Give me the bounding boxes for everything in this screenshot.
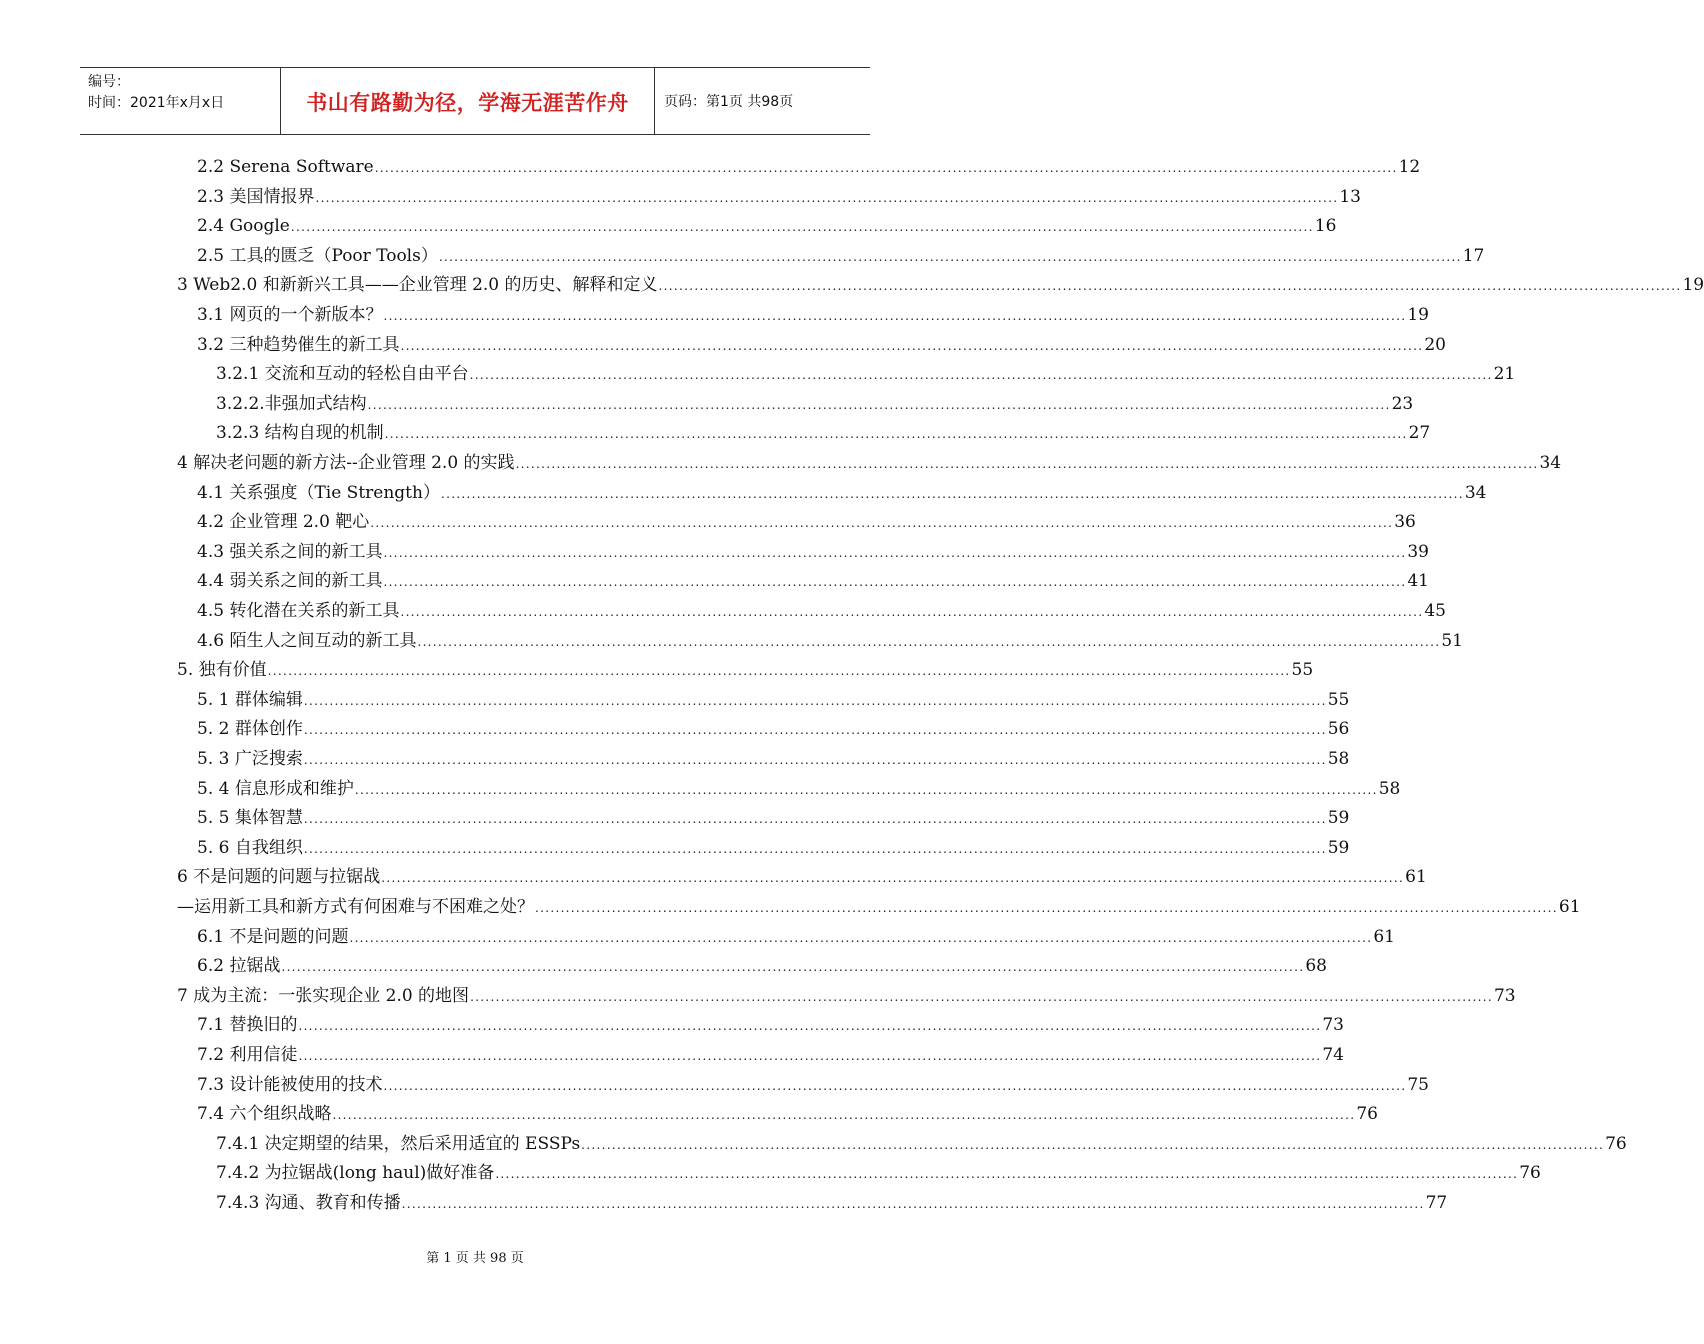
toc-entry-title: 7.1 替换旧的 — [197, 1015, 298, 1035]
toc-entry[interactable] — [197, 689, 1350, 711]
toc-leader-dots: ........................................................................................................................................................................................................ — [400, 605, 1424, 619]
toc-entry-page: 20 — [1424, 335, 1446, 355]
toc-entry[interactable] — [197, 837, 1350, 859]
toc-entry-title: 6.1 不是问题的问题 — [197, 927, 349, 947]
toc-entry[interactable] — [216, 422, 1431, 444]
toc-leader-dots: ........................................................................................................................................................................................................ — [440, 487, 1464, 501]
toc-entry[interactable] — [197, 1074, 1429, 1096]
toc-entry[interactable] — [197, 748, 1350, 770]
toc-entry[interactable] — [197, 541, 1429, 563]
toc-entry[interactable] — [177, 659, 1314, 681]
toc-leader-dots: ........................................................................................................................................................................................................ — [332, 1108, 1356, 1122]
page-info-cell — [655, 68, 870, 134]
toc-entry-title: 4.4 弱关系之间的新工具 — [197, 571, 383, 591]
toc-entry-page: 74 — [1322, 1045, 1344, 1065]
toc-entry[interactable] — [197, 807, 1350, 829]
toc-entry[interactable] — [216, 1192, 1448, 1214]
toc-entry-page: 12 — [1398, 157, 1421, 177]
toc-leader-dots: ........................................................................................................................................................................................................ — [303, 812, 1327, 826]
toc-entry-page: 41 — [1407, 571, 1429, 591]
toc-entry-page: 34 — [1464, 483, 1487, 503]
toc-entry-page: 13 — [1339, 187, 1361, 207]
toc-entry-page: 27 — [1408, 423, 1431, 443]
toc-entry-page: 61 — [1373, 927, 1395, 947]
toc-entry-page: 59 — [1327, 808, 1350, 828]
toc-entry[interactable] — [197, 482, 1487, 504]
toc-entry-page: 21 — [1493, 364, 1516, 384]
toc-entry-title: 4.2 企业管理 2.0 靶心 — [197, 512, 370, 532]
toc-entry-page: 16 — [1314, 216, 1337, 236]
toc-entry-title: 7.3 设计能被使用的技术 — [197, 1075, 383, 1095]
toc-entry-title: 4.1 关系强度（Tie Strength） — [197, 483, 440, 503]
toc-leader-dots: ........................................................................................................................................................................................................ — [381, 871, 1405, 885]
toc-entry-title: 2.2 Serena Software — [197, 157, 374, 177]
toc-entry-title: 5. 5 集体智慧 — [197, 808, 303, 828]
toc-entry-page: 45 — [1424, 601, 1446, 621]
toc-entry-title: 2.3 美国情报界 — [197, 187, 315, 207]
toc-leader-dots: ........................................................................................................................................................................................................ — [267, 664, 1291, 678]
toc-leader-dots: ........................................................................................................................................................................................................ — [383, 546, 1407, 560]
toc-leader-dots: ........................................................................................................................................................................................................ — [401, 1197, 1425, 1211]
toc-entry-page: 76 — [1356, 1104, 1378, 1124]
page-footer — [0, 1247, 950, 1266]
toc-entry-page: 73 — [1493, 986, 1516, 1006]
toc-entry-title: 5. 3 广泛搜索 — [197, 749, 303, 769]
toc-entry-title: 5. 6 自我组织 — [197, 838, 303, 858]
toc-entry-title: 2.4 Google — [197, 216, 290, 236]
toc-entry-title: 6.2 拉锯战 — [197, 956, 281, 976]
toc-entry[interactable] — [197, 1014, 1344, 1036]
toc-leader-dots: ........................................................................................................................................................................................................ — [303, 842, 1327, 856]
toc-entry-title: 7.2 利用信徒 — [197, 1045, 298, 1065]
toc-entry-page: 77 — [1425, 1193, 1448, 1213]
toc-entry-page: 73 — [1322, 1015, 1344, 1035]
toc-entry-title: 7.4.1 决定期望的结果，然后采用适宜的 ESSPs — [216, 1134, 581, 1154]
toc-entry[interactable] — [197, 215, 1337, 237]
toc-entry-page: 75 — [1407, 1075, 1429, 1095]
toc-entry-page: 76 — [1605, 1134, 1627, 1154]
toc-leader-dots: ........................................................................................................................................................................................................ — [374, 161, 1398, 175]
toc-leader-dots: ........................................................................................................................................................................................................ — [383, 575, 1407, 589]
toc-entry-page: 59 — [1327, 838, 1350, 858]
toc-entry[interactable] — [197, 1044, 1344, 1066]
toc-entry-page: 58 — [1378, 779, 1401, 799]
toc-leader-dots: ........................................................................................................................................................................................................ — [495, 1167, 1519, 1181]
toc-leader-dots: ........................................................................................................................................................................................................ — [298, 1019, 1322, 1033]
toc-entry-page: 39 — [1407, 542, 1429, 562]
toc-entry[interactable] — [177, 985, 1516, 1007]
toc-entry-title: 3.2 三种趋势催生的新工具 — [197, 335, 400, 355]
toc-entry-page: 76 — [1519, 1163, 1541, 1183]
page-header — [80, 67, 870, 135]
footer-page-number: 第 1 页 共 98 页 — [426, 1251, 524, 1266]
toc-entry[interactable] — [197, 334, 1446, 356]
toc-entry-page: 61 — [1558, 897, 1581, 917]
toc-entry-page: 55 — [1327, 690, 1350, 710]
toc-entry[interactable] — [197, 304, 1429, 326]
toc-entry-page: 51 — [1441, 631, 1463, 651]
toc-entry-page: 61 — [1405, 867, 1427, 887]
header-motto: 书山有路勤为径，学海无涯苦作舟 — [306, 91, 629, 115]
toc-entry-title: 5. 1 群体编辑 — [197, 690, 303, 710]
toc-leader-dots: ........................................................................................................................................................................................................ — [303, 694, 1327, 708]
toc-leader-dots: ........................................................................................................................................................................................................ — [470, 990, 1493, 1004]
toc-leader-dots: ........................................................................................................................................................................................................ — [383, 1079, 1407, 1093]
toc-entry[interactable] — [216, 1133, 1627, 1155]
toc-leader-dots: ........................................................................................................................................................................................................ — [303, 723, 1327, 737]
toc-entry-title: 7.4.2 为拉锯战(long haul)做好准备 — [216, 1163, 495, 1183]
toc-leader-dots: ........................................................................................................................................................................................................ — [315, 191, 1339, 205]
toc-entry-title: 5. 4 信息形成和维护 — [197, 779, 354, 799]
toc-leader-dots: ........................................................................................................................................................................................................ — [303, 753, 1327, 767]
toc-entry-title: 7.4 六个组织战略 — [197, 1104, 332, 1124]
toc-leader-dots: ........................................................................................................................................................................................................ — [515, 457, 1539, 471]
toc-entry[interactable] — [177, 866, 1427, 888]
toc-entry-title: 3.2.2.非强加式结构 — [216, 394, 367, 414]
number-label: 编号： — [88, 74, 130, 90]
toc-leader-dots: ........................................................................................................................................................................................................ — [298, 1049, 1322, 1063]
toc-entry[interactable] — [197, 570, 1429, 592]
toc-entry[interactable] — [197, 630, 1463, 652]
toc-leader-dots: ........................................................................................................................................................................................................ — [383, 309, 1407, 323]
toc-entry-page: 58 — [1327, 749, 1350, 769]
toc-entry-title: 3.2.1 交流和互动的轻松自由平台 — [216, 364, 469, 384]
toc-leader-dots: ........................................................................................................................................................................................................ — [281, 960, 1305, 974]
toc-entry-title: 4.5 转化潜在关系的新工具 — [197, 601, 400, 621]
toc-entry[interactable] — [216, 393, 1414, 415]
toc-entry[interactable] — [197, 926, 1395, 948]
toc-entry[interactable] — [197, 778, 1401, 800]
toc-entry-page: 19 — [1407, 305, 1429, 325]
toc-leader-dots: ........................................................................................................................................................................................................ — [417, 635, 1441, 649]
toc-entry-title: 4.3 强关系之间的新工具 — [197, 542, 383, 562]
toc-entry-page: 56 — [1327, 719, 1350, 739]
toc-entry[interactable] — [177, 274, 1704, 296]
toc-leader-dots: ........................................................................................................................................................................................................ — [370, 516, 1394, 530]
toc-leader-dots: ........................................................................................................................................................................................................ — [354, 783, 1378, 797]
toc-entry-title: 7.4.3 沟通、教育和传播 — [216, 1193, 401, 1213]
toc-entry-title: 3.1 网页的一个新版本？ — [197, 305, 383, 325]
toc-entry[interactable] — [197, 156, 1421, 178]
toc-entry-title: 7 成为主流：一张实现企业 2.0 的地图 — [177, 986, 470, 1006]
toc-entry[interactable] — [197, 955, 1327, 977]
toc-entry-page: 68 — [1305, 956, 1327, 976]
toc-entry-title: 4.6 陌生人之间互动的新工具 — [197, 631, 417, 651]
toc-entry-title: 3.2.3 结构自现的机制 — [216, 423, 384, 443]
date-label: 时间：2021年x月x日 — [88, 95, 225, 111]
header-meta-cell — [80, 68, 281, 134]
header-page-info: 页码：第1页 共98页 — [664, 94, 794, 110]
toc-entry[interactable] — [216, 363, 1516, 385]
toc-entry-title: 5. 独有价值 — [177, 660, 267, 680]
toc-entry[interactable] — [197, 718, 1350, 740]
toc-entry-page: 36 — [1394, 512, 1416, 532]
toc-leader-dots: ........................................................................................................................................................................................................ — [384, 427, 1408, 441]
toc-leader-dots: ........................................................................................................................................................................................................ — [535, 901, 1558, 915]
toc-entry[interactable] — [177, 452, 1562, 474]
toc-leader-dots: ........................................................................................................................................................................................................ — [367, 398, 1391, 412]
toc-entry-page: 34 — [1539, 453, 1562, 473]
toc-leader-dots: ........................................................................................................................................................................................................ — [581, 1138, 1605, 1152]
toc-entry[interactable] — [197, 600, 1446, 622]
toc-leader-dots: ........................................................................................................................................................................................................ — [469, 368, 1493, 382]
motto-cell — [281, 68, 655, 134]
toc-entry-title: 4 解决老问题的新方法--企业管理 2.0 的实践 — [177, 453, 515, 473]
toc-entry[interactable] — [197, 245, 1485, 267]
toc-leader-dots: ........................................................................................................................................................................................................ — [438, 250, 1462, 264]
toc-leader-dots: ........................................................................................................................................................................................................ — [658, 279, 1682, 293]
toc-entry[interactable] — [197, 1103, 1378, 1125]
toc-entry[interactable] — [197, 511, 1416, 533]
toc-entry[interactable] — [177, 896, 1581, 918]
toc-entry-title: 5. 2 群体创作 — [197, 719, 303, 739]
toc-entry-title: —运用新工具和新方式有何困难与不困难之处？ — [177, 897, 534, 917]
toc-entry-page: 19 — [1682, 275, 1704, 295]
toc-entry-title: 2.5 工具的匮乏（Poor Tools） — [197, 246, 438, 266]
toc-leader-dots: ........................................................................................................................................................................................................ — [349, 931, 1373, 945]
toc-entry-page: 17 — [1462, 246, 1485, 266]
toc-entry-page: 23 — [1391, 394, 1414, 414]
toc-entry[interactable] — [197, 186, 1361, 208]
toc-leader-dots: ........................................................................................................................................................................................................ — [290, 220, 1314, 234]
toc-entry-title: 6 不是问题的问题与拉锯战 — [177, 867, 381, 887]
toc-entry-page: 55 — [1291, 660, 1314, 680]
toc-entry-title: 3 Web2.0 和新新兴工具——企业管理 2.0 的历史、解释和定义 — [177, 275, 658, 295]
toc-entry[interactable] — [216, 1162, 1541, 1184]
toc-leader-dots: ........................................................................................................................................................................................................ — [400, 339, 1424, 353]
